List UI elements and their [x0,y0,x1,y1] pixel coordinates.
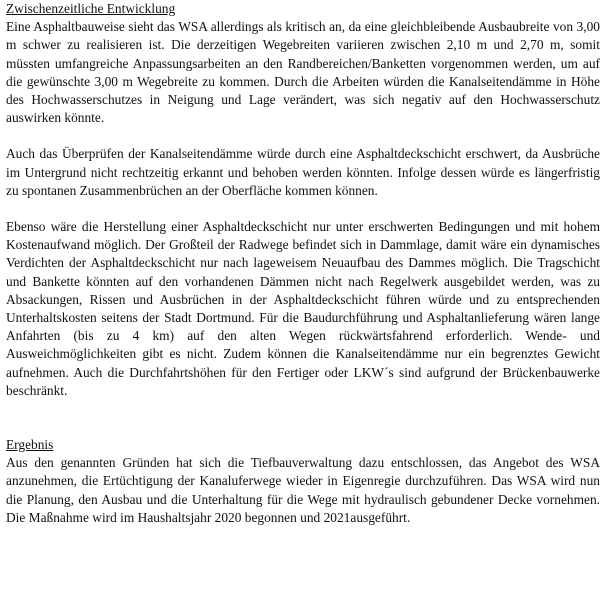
section-heading-ergebnis: Ergebnis [6,437,54,453]
document-page [6,0,600,527]
paragraph-asphaltbauweise: Eine Asphaltbauweise sieht das WSA allerdings als kritisch an, da eine gleichbleibende Ausbaubreite von 3,00 m schwer zu realisieren ist. Die derzeitigen Wegebreiten variieren zwischen 2,10 m und 2,70 m, somit müssten umfangreiche Anpassungsarbeiten an den Randbereichen/Banketten vorgenommen werden, um auf die gewünschte 3,00 m Wegebreite zu kommen. Durch die Arbeiten würden die Kanalseitendämme in Höhe des Hochwasserschutzes in Neigung und Lage verändert, was sich negativ auf den Hochwasserschutz auswirken könnte. [6,19,600,126]
paragraph-gap [6,200,600,218]
section-gap [6,400,600,436]
paragraph-ergebnis: Aus den genannten Gründen hat sich die Tiefbauverwaltung dazu entschlossen, das Angebot des WSA anzunehmen, die Ertüchtigung der Kanaluferwege wieder in Eigenregie durchzuführen. Das WSA wird nun die Planung, den Ausbau und die Unterhaltung für die Wege mit hydraulisch gebundener Decke vornehmen. Die Maßnahme wird im Haushaltsjahr 2020 begonnen und 2021ausgeführt. [6,455,600,525]
section-heading-zwischenzeitliche-entwicklung: Zwischenzeitliche Entwicklung [6,1,176,16]
paragraph-gap [6,127,600,145]
paragraph-herstellung: Ebenso wäre die Herstellung einer Asphaltdeckschicht nur unter erschwerten Bedingungen und mit hohem Kostenaufwand möglich. Der Großteil der Radwege befindet sich in Dammlage, damit wäre ein dynamisches Verdichten der Asphaltdeckschicht nur nach lageweisem Neuaufbau des Dammes möglich. Die Tragschicht und Bankette könnten auf den vorhandenen Dämmen nicht nach Regelwerk ausgebildet werden, was zu Absackungen, Rissen und Ausbrüchen in der Asphaltdeckschicht führen würde und zu entsprechenden Unterhaltskosten seitens der Stadt Dortmund. Für die Baudurchführung und Asphaltanlieferung wären lange Anfahrten (bis zu 4 km) auf den alten Wegen rückwärtsfahrend erforderlich. Wende- und Ausweichmöglichkeiten gibt es nicht. Zudem können die Kanalseitendämme nur ein begrenztes Gewicht aufnehmen. Auch die Durchfahrtshöhen für den Fertiger oder LKW´s sind aufgrund der Brückenbauwerke beschränkt. [6,219,600,398]
paragraph-ueberpruefen: Auch das Überprüfen der Kanalseitendämme würde durch eine Asphaltdeckschicht erschwert, da Ausbrüche im Untergrund nicht rechtzeitig erkannt und behoben werden könnten. Infolge dessen würde es längerfristig zu spontanen Zusammenbrüchen an der Oberfläche kommen können. [6,146,600,198]
